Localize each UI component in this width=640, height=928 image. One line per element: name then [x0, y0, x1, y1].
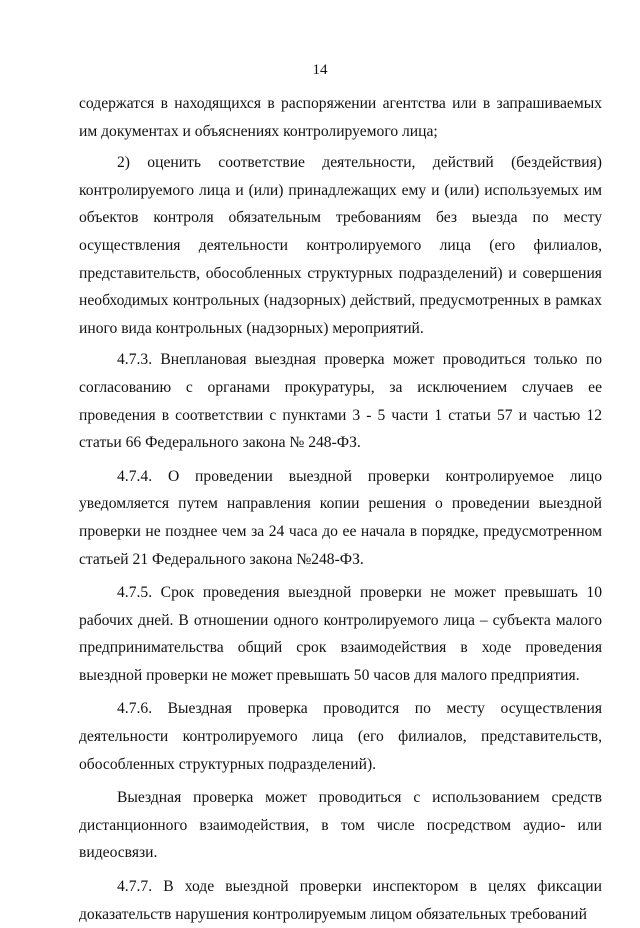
- page-number: 14: [312, 62, 328, 78]
- paragraph-4-7-3: 4.7.3. Внеплановая выездная проверка может проводиться только по согласованию с органами прокуратуры, за исключением случаев ее проведения в соответствии с пунктами 3 - 5 части 1 статьи 57 и частью 12 статьи 66 Федерального закона № 248-ФЗ.: [79, 351, 602, 452]
- paragraph-item-2: 2) оценить соответствие деятельности, действий (бездействия) контролируемого лица и (или) принадлежащих ему и (или) используемых им объектов контроля обязательным требованиям без выезда по месту осуществления деятельности контролируемого лица (его филиалов, представительств, обособленных структурных подразделений) и совершения необходимых контрольных (надзорных) действий, предусмотренных в рамках иного вида контрольных (надзорных) мероприятий.: [79, 154, 602, 337]
- paragraph-4-7-7: 4.7.7. В ходе выездной проверки инспектором в целях фиксации доказательств нарушения контролируемым лицом обязательных требований: [79, 878, 602, 923]
- paragraph-4-7-4: 4.7.4. О проведении выездной проверки контролируемое лицо уведомляется путем направления копии решения о проведении выездной проверки не позднее чем за 24 часа до ее начала в порядке, предусмотренном статьей 21 Федерального закона №248-ФЗ.: [79, 467, 602, 568]
- paragraph-4-7-6: 4.7.6. Выездная проверка проводится по месту осуществления деятельности контролируемого лица (его филиалов, представительств, обособленных структурных подразделений).: [79, 700, 602, 773]
- paragraph-4-7-5: 4.7.5. Срок проведения выездной проверки не может превышать 10 рабочих дней. В отношении одного контролируемого лица – субъекта малого предпринимательства общий срок взаимодействия в ходе проведения выездной проверки не может превышать 50 часов для малого предприятия.: [79, 584, 602, 684]
- paragraph-continuation: содержатся в находящихся в распоряжении агентства или в запрашиваемых им документах и объяснениях контролируемого лица;: [79, 95, 602, 140]
- paragraph-remote-inspection: Выездная проверка может проводиться с использованием средств дистанционного взаимодействия, в том числе посредством аудио- или видеосвязи.: [79, 789, 602, 862]
- document-body: [79, 90, 602, 928]
